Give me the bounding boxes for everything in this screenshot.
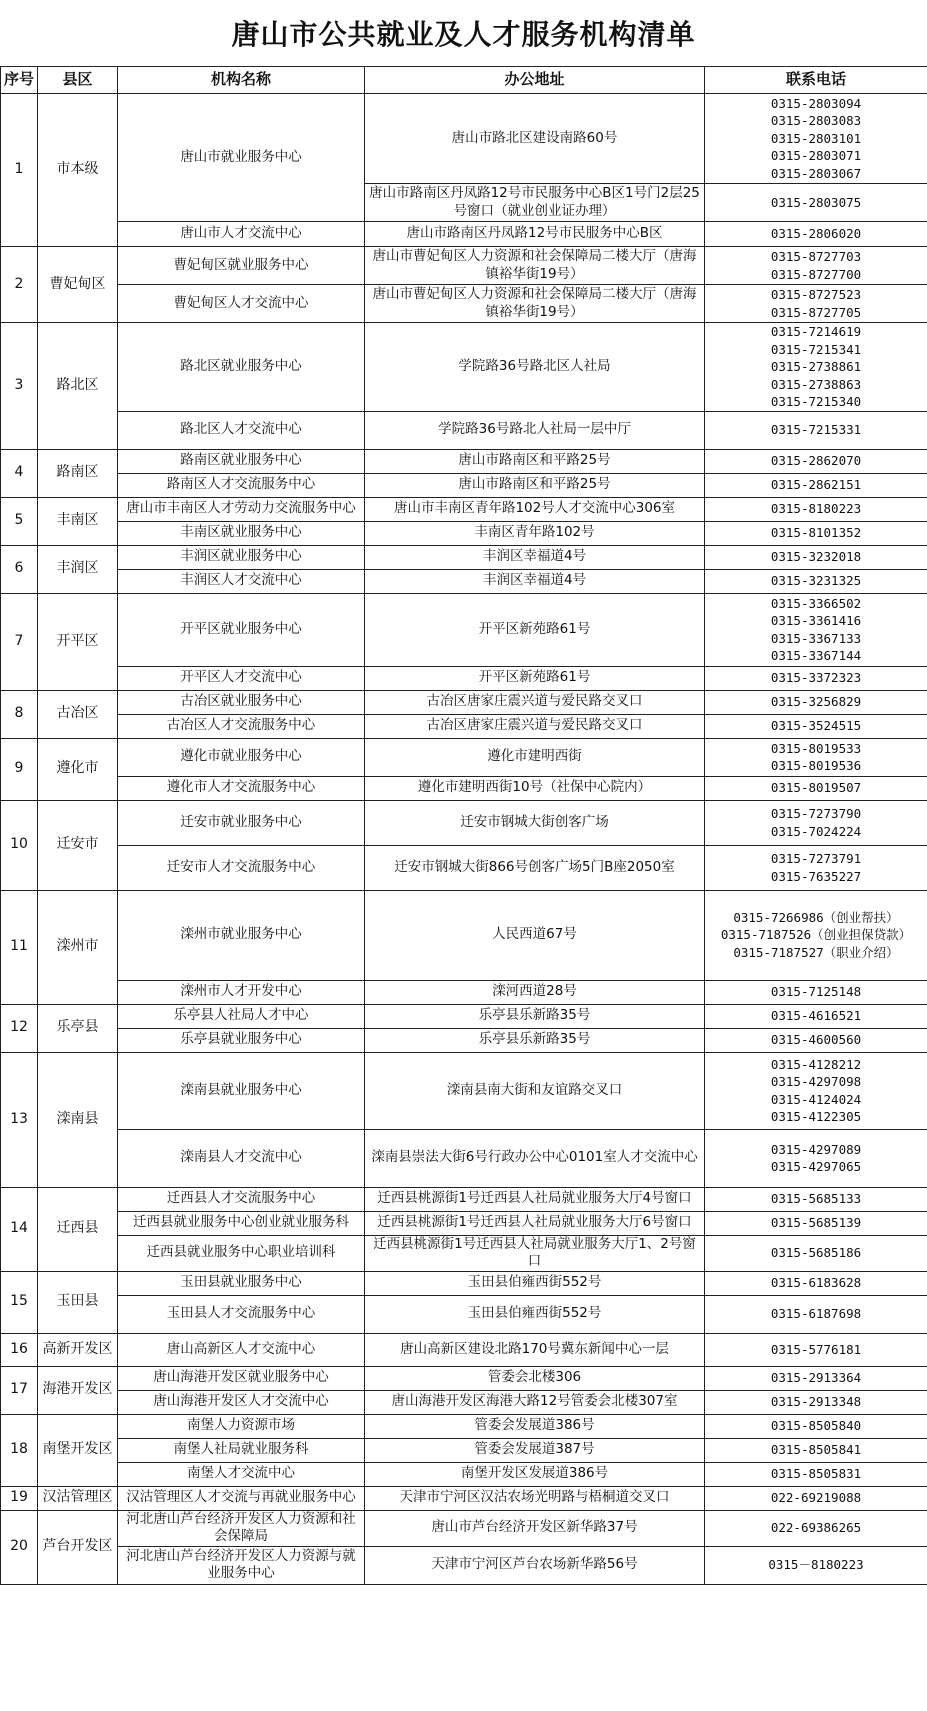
seq-cell: 11 [1, 890, 38, 1004]
county-cell: 汉沽管理区 [38, 1486, 118, 1510]
header-county: 县区 [38, 67, 118, 94]
header-address: 办公地址 [365, 67, 705, 94]
table-row [1, 1187, 927, 1211]
table-row [1, 497, 927, 521]
table-row [1, 1510, 927, 1546]
county-cell: 乐亭县 [38, 1004, 118, 1052]
table-row [1, 1546, 927, 1584]
institution-name-cell: 路南区人才交流服务中心 [118, 473, 365, 497]
address-cell: 天津市宁河区汉沽农场光明路与梧桐道交叉口 [365, 1486, 705, 1510]
county-cell: 滦州市 [38, 890, 118, 1004]
address-cell: 迁安市钢城大街创客广场 [365, 800, 705, 845]
institution-name-cell: 迁西县就业服务中心职业培训科 [118, 1235, 365, 1271]
table-row [1, 690, 927, 714]
header-row [1, 67, 927, 94]
address-cell: 唐山高新区建设北路170号冀东新闻中心一层 [365, 1333, 705, 1366]
phone-number: 0315-7273790 [770, 806, 862, 821]
phone-cell [705, 1414, 927, 1438]
address-cell: 乐亭县乐新路35号 [365, 1004, 705, 1028]
phone-number: 0315-8019533 [770, 740, 862, 756]
address-cell: 唐山市丰南区青年路102号人才交流中心306室 [365, 497, 705, 521]
phone-number: 0315-7635227 [770, 868, 862, 884]
phone-number: 0315-7024224 [770, 823, 862, 839]
table-row [1, 1028, 927, 1052]
table-row [1, 980, 927, 1004]
seq-cell: 13 [1, 1052, 38, 1187]
phone-number: 022-69219088 [770, 1490, 862, 1506]
seq-cell: 6 [1, 545, 38, 593]
address-cell: 遵化市建明西街10号（社保中心院内） [365, 776, 705, 800]
seq-cell: 9 [1, 738, 38, 800]
phone-number: 0315-4297065 [770, 1159, 862, 1174]
seq-cell: 5 [1, 497, 38, 545]
address-cell: 滦南县南大街和友谊路交叉口 [365, 1052, 705, 1129]
phone-cell [705, 1187, 927, 1211]
table-row [1, 521, 927, 545]
phone-number: 0315-4124024 [770, 1091, 862, 1107]
phone-number: 0315-6183628 [770, 1275, 862, 1291]
county-cell: 迁西县 [38, 1187, 118, 1271]
phone-number: 0315-3524515 [770, 718, 862, 734]
table-row [1, 449, 927, 473]
institution-name-cell: 迁西县就业服务中心创业就业服务科 [118, 1211, 365, 1235]
table-row [1, 222, 927, 247]
county-cell: 路南区 [38, 449, 118, 497]
seq-cell: 19 [1, 1486, 38, 1510]
county-cell: 迁安市 [38, 800, 118, 890]
address-cell: 唐山市路南区和平路25号 [365, 449, 705, 473]
phone-number: 0315-4122305 [770, 1109, 862, 1124]
phone-number: 0315-3366502 [770, 595, 862, 611]
phone-cell [705, 545, 927, 569]
phone-number: 0315-3361416 [770, 613, 862, 628]
phone-number: 0315-3232018 [770, 549, 862, 565]
address-cell: 学院路36号路北人社局一层中厅 [365, 411, 705, 449]
institution-name-cell: 唐山市就业服务中心 [118, 94, 365, 222]
phone-number: 0315-2803094 [770, 95, 862, 111]
institution-name-cell: 遵化市就业服务中心 [118, 738, 365, 776]
address-cell: 迁安市钢城大街866号创客广场5门B座2050室 [365, 845, 705, 890]
phone-cell [705, 800, 927, 845]
institution-name-cell: 唐山市丰南区人才劳动力交流服务中心 [118, 497, 365, 521]
address-cell: 遵化市建明西街 [365, 738, 705, 776]
phone-cell [705, 1462, 927, 1486]
table-row [1, 247, 927, 285]
address-cell: 乐亭县乐新路35号 [365, 1028, 705, 1052]
institution-name-cell: 南堡人才交流中心 [118, 1462, 365, 1486]
phone-number: 0315-2738863 [770, 376, 862, 392]
institution-table [0, 66, 927, 1585]
county-cell: 路北区 [38, 323, 118, 450]
phone-number: 0315-8727700 [770, 266, 862, 282]
phone-number: 0315-7125148 [770, 984, 862, 1000]
phone-number: 0315-4128212 [770, 1056, 862, 1072]
table-row [1, 1211, 927, 1235]
table-row [1, 1462, 927, 1486]
table-row [1, 1414, 927, 1438]
phone-number: 0315-8505840 [770, 1418, 862, 1434]
table-row [1, 94, 927, 184]
phone-cell [705, 1333, 927, 1366]
table-row [1, 411, 927, 449]
phone-number: 0315-4297089 [770, 1141, 862, 1157]
seq-cell: 7 [1, 593, 38, 690]
phone-cell [705, 184, 927, 222]
phone-number: 0315-2862070 [770, 453, 862, 469]
address-cell: 天津市宁河区芦台农场新华路56号 [365, 1546, 705, 1584]
institution-name-cell: 曹妃甸区就业服务中心 [118, 247, 365, 285]
phone-number: 0315-5685133 [770, 1191, 862, 1207]
phone-number: 0315-2738861 [770, 359, 862, 374]
phone-number: 0315-7215340 [770, 394, 862, 409]
seq-cell: 4 [1, 449, 38, 497]
phone-number: 0315-2803067 [770, 165, 862, 181]
county-cell: 高新开发区 [38, 1333, 118, 1366]
header-name: 机构名称 [118, 67, 365, 94]
seq-cell: 20 [1, 1510, 38, 1584]
institution-name-cell: 开平区就业服务中心 [118, 593, 365, 666]
phone-cell [705, 497, 927, 521]
table-row [1, 1271, 927, 1295]
phone-number: 0315-8180223 [770, 501, 862, 517]
phone-number: 0315-2913348 [770, 1394, 862, 1410]
address-cell: 迁西县桃源街1号迁西县人社局就业服务大厅1、2号窗口 [365, 1235, 705, 1271]
institution-name-cell: 路北区就业服务中心 [118, 323, 365, 412]
institution-name-cell: 唐山市人才交流中心 [118, 222, 365, 247]
phone-cell [705, 1390, 927, 1414]
table-row [1, 593, 927, 666]
seq-cell: 17 [1, 1366, 38, 1414]
phone-cell [705, 449, 927, 473]
phone-cell [705, 1546, 927, 1584]
table-row [1, 323, 927, 412]
phone-cell [705, 1366, 927, 1390]
institution-name-cell: 滦州市就业服务中心 [118, 890, 365, 980]
county-cell: 市本级 [38, 94, 118, 247]
institution-name-cell: 唐山海港开发区就业服务中心 [118, 1366, 365, 1390]
seq-cell: 3 [1, 323, 38, 450]
institution-name-cell: 丰南区就业服务中心 [118, 521, 365, 545]
phone-number: 0315-8505831 [770, 1466, 862, 1482]
institution-name-cell: 滦州市人才开发中心 [118, 980, 365, 1004]
phone-number: 0315-2862151 [770, 477, 862, 493]
institution-name-cell: 滦南县人才交流中心 [118, 1129, 365, 1187]
phone-number: 0315-2803083 [770, 113, 862, 129]
table-body [1, 94, 927, 1585]
phone-number: 0315-5685139 [770, 1215, 862, 1231]
table-row [1, 545, 927, 569]
county-cell: 古冶区 [38, 690, 118, 738]
county-cell: 丰润区 [38, 545, 118, 593]
header-seq: 序号 [1, 67, 38, 94]
phone-cell [705, 285, 927, 323]
address-cell: 丰南区青年路102号 [365, 521, 705, 545]
table-row [1, 1486, 927, 1510]
table-row [1, 1333, 927, 1366]
table-row [1, 1438, 927, 1462]
institution-name-cell: 古冶区人才交流服务中心 [118, 714, 365, 738]
institution-name-cell: 路北区人才交流中心 [118, 411, 365, 449]
table-row [1, 473, 927, 497]
address-cell: 滦南县崇法大街6号行政办公中心0101室人才交流中心 [365, 1129, 705, 1187]
phone-number: 0315-3367144 [770, 648, 862, 663]
phone-cell [705, 1052, 927, 1129]
institution-name-cell: 唐山海港开发区人才交流中心 [118, 1390, 365, 1414]
phone-cell [705, 1295, 927, 1333]
institution-name-cell: 河北唐山芦台经济开发区人力资源和社会保障局 [118, 1510, 365, 1546]
phone-number: 0315-2803075 [770, 194, 862, 210]
institution-name-cell: 丰润区就业服务中心 [118, 545, 365, 569]
phone-cell [705, 323, 927, 412]
address-cell: 古冶区唐家庄震兴道与爱民路交叉口 [365, 714, 705, 738]
phone-cell [705, 569, 927, 593]
phone-number: 0315-3372323 [770, 670, 862, 686]
institution-name-cell: 迁安市就业服务中心 [118, 800, 365, 845]
seq-cell: 16 [1, 1333, 38, 1366]
address-cell: 人民西道67号 [365, 890, 705, 980]
phone-cell [705, 890, 927, 980]
county-cell: 南堡开发区 [38, 1414, 118, 1486]
address-cell: 丰润区幸福道4号 [365, 569, 705, 593]
seq-cell: 12 [1, 1004, 38, 1052]
phone-number: 0315-7273791 [770, 851, 862, 866]
phone-number: 0315-2803101 [770, 130, 862, 146]
county-cell: 曹妃甸区 [38, 247, 118, 323]
phone-cell [705, 411, 927, 449]
phone-number: 0315-7187526（创业担保贷款） [720, 927, 912, 943]
table-row [1, 738, 927, 776]
county-cell: 海港开发区 [38, 1366, 118, 1414]
institution-name-cell: 迁安市人才交流服务中心 [118, 845, 365, 890]
institution-name-cell: 乐亭县就业服务中心 [118, 1028, 365, 1052]
county-cell: 丰南区 [38, 497, 118, 545]
county-cell: 滦南县 [38, 1052, 118, 1187]
address-cell: 开平区新苑路61号 [365, 593, 705, 666]
page-title: 唐山市公共就业及人才服务机构清单 [231, 18, 696, 51]
address-cell: 唐山市路北区建设南路60号 [365, 94, 705, 184]
address-cell: 管委会发展道386号 [365, 1414, 705, 1438]
institution-name-cell: 古冶区就业服务中心 [118, 690, 365, 714]
institution-name-cell: 河北唐山芦台经济开发区人力资源与就业服务中心 [118, 1546, 365, 1584]
address-cell: 管委会发展道387号 [365, 1438, 705, 1462]
address-cell: 唐山市路南区丹凤路12号市民服务中心B区 [365, 222, 705, 247]
institution-name-cell: 唐山高新区人才交流中心 [118, 1333, 365, 1366]
phone-number: 0315-7215331 [770, 422, 862, 438]
phone-cell [705, 845, 927, 890]
address-cell: 迁西县桃源街1号迁西县人社局就业服务大厅6号窗口 [365, 1211, 705, 1235]
phone-number: 0315-5776181 [770, 1341, 862, 1357]
table-row [1, 845, 927, 890]
institution-name-cell: 路南区就业服务中心 [118, 449, 365, 473]
address-cell: 玉田县伯雍西街552号 [365, 1295, 705, 1333]
phone-cell [705, 94, 927, 184]
table-row [1, 1295, 927, 1333]
table-row [1, 776, 927, 800]
seq-cell: 15 [1, 1271, 38, 1333]
table-row [1, 1366, 927, 1390]
phone-number: 0315-7214619 [770, 324, 862, 339]
institution-name-cell: 南堡人力资源市场 [118, 1414, 365, 1438]
institution-name-cell: 乐亭县人社局人才中心 [118, 1004, 365, 1028]
seq-cell: 2 [1, 247, 38, 323]
address-cell: 唐山海港开发区海港大路12号管委会北楼307室 [365, 1390, 705, 1414]
phone-number: 0315-3256829 [770, 694, 862, 710]
phone-cell [705, 247, 927, 285]
phone-number: 0315-8019507 [770, 780, 862, 796]
phone-cell [705, 776, 927, 800]
phone-number: 0315-8727703 [770, 249, 862, 264]
institution-name-cell: 玉田县人才交流服务中心 [118, 1295, 365, 1333]
address-cell: 唐山市路南区丹凤路12号市民服务中心B区1号门2层25号窗口（就业创业证办理） [365, 184, 705, 222]
header-phone: 联系电话 [705, 67, 927, 94]
address-cell: 滦河西道28号 [365, 980, 705, 1004]
phone-cell [705, 1235, 927, 1271]
phone-cell [705, 1486, 927, 1510]
table-row [1, 1052, 927, 1129]
address-cell: 丰润区幸福道4号 [365, 545, 705, 569]
phone-number: 0315-8019536 [770, 758, 862, 773]
phone-cell [705, 1211, 927, 1235]
table-row [1, 1129, 927, 1187]
table-row [1, 800, 927, 845]
table-row [1, 569, 927, 593]
address-cell: 唐山市曹妃甸区人力资源和社会保障局二楼大厅（唐海镇裕华街19号） [365, 247, 705, 285]
table-row [1, 666, 927, 690]
phone-number: 0315-5685186 [770, 1245, 862, 1261]
seq-cell: 14 [1, 1187, 38, 1271]
phone-cell [705, 980, 927, 1004]
phone-cell [705, 521, 927, 545]
phone-cell [705, 1271, 927, 1295]
phone-cell [705, 714, 927, 738]
table-row [1, 1390, 927, 1414]
address-cell: 开平区新苑路61号 [365, 666, 705, 690]
table-row [1, 714, 927, 738]
table-row [1, 1004, 927, 1028]
institution-name-cell: 滦南县就业服务中心 [118, 1052, 365, 1129]
phone-number: 0315-2806020 [770, 226, 862, 242]
county-cell: 遵化市 [38, 738, 118, 800]
phone-number: 0315-2913364 [770, 1370, 862, 1386]
address-cell: 唐山市芦台经济开发区新华路37号 [365, 1510, 705, 1546]
institution-name-cell: 丰润区人才交流中心 [118, 569, 365, 593]
phone-number: 022-69386265 [770, 1520, 862, 1536]
county-cell: 玉田县 [38, 1271, 118, 1333]
table-row [1, 1235, 927, 1271]
phone-number: 0315-2803071 [770, 148, 862, 164]
phone-number: 0315-7187527（职业介绍） [733, 944, 899, 960]
phone-number: 0315-8727705 [770, 304, 862, 320]
institution-name-cell: 南堡人社局就业服务科 [118, 1438, 365, 1462]
address-cell: 玉田县伯雍西街552号 [365, 1271, 705, 1295]
phone-number: 0315-4600560 [770, 1032, 862, 1048]
seq-cell: 1 [1, 94, 38, 247]
phone-number: 0315-7266986（创业帮扶） [733, 909, 899, 925]
phone-number: 0315-3231325 [770, 573, 862, 589]
phone-number: 0315-8101352 [770, 525, 862, 541]
county-cell: 芦台开发区 [38, 1510, 118, 1584]
address-cell: 古冶区唐家庄震兴道与爱民路交叉口 [365, 690, 705, 714]
phone-number: 0315-8727523 [770, 287, 862, 302]
institution-name-cell: 迁西县人才交流服务中心 [118, 1187, 365, 1211]
seq-cell: 18 [1, 1414, 38, 1486]
phone-number: 0315-7215341 [770, 341, 862, 357]
institution-name-cell: 开平区人才交流中心 [118, 666, 365, 690]
address-cell: 南堡开发区发展道386号 [365, 1462, 705, 1486]
table-row [1, 890, 927, 980]
phone-number: 0315-8505841 [770, 1442, 862, 1458]
address-cell: 管委会北楼306 [365, 1366, 705, 1390]
institution-name-cell: 玉田县就业服务中心 [118, 1271, 365, 1295]
institution-name-cell: 遵化市人才交流服务中心 [118, 776, 365, 800]
address-cell: 迁西县桃源街1号迁西县人社局就业服务大厅4号窗口 [365, 1187, 705, 1211]
phone-cell [705, 473, 927, 497]
seq-cell: 8 [1, 690, 38, 738]
table-row [1, 285, 927, 323]
phone-cell [705, 222, 927, 247]
phone-cell [705, 1028, 927, 1052]
phone-cell [705, 593, 927, 666]
address-cell: 学院路36号路北区人社局 [365, 323, 705, 412]
institution-name-cell: 曹妃甸区人才交流中心 [118, 285, 365, 323]
phone-number: 0315－8180223 [768, 1557, 864, 1573]
county-cell: 开平区 [38, 593, 118, 690]
phone-cell [705, 1129, 927, 1187]
address-cell: 唐山市路南区和平路25号 [365, 473, 705, 497]
institution-name-cell: 汉沽管理区人才交流与再就业服务中心 [118, 1486, 365, 1510]
phone-number: 0315-6187698 [770, 1306, 862, 1322]
phone-cell [705, 738, 927, 776]
phone-cell [705, 666, 927, 690]
phone-number: 0315-4616521 [770, 1008, 862, 1024]
phone-cell [705, 690, 927, 714]
phone-cell [705, 1004, 927, 1028]
phone-cell [705, 1510, 927, 1546]
seq-cell: 10 [1, 800, 38, 890]
address-cell: 唐山市曹妃甸区人力资源和社会保障局二楼大厅（唐海镇裕华街19号） [365, 285, 705, 323]
phone-cell [705, 1438, 927, 1462]
phone-number: 0315-4297098 [770, 1074, 862, 1089]
phone-number: 0315-3367133 [770, 630, 862, 646]
